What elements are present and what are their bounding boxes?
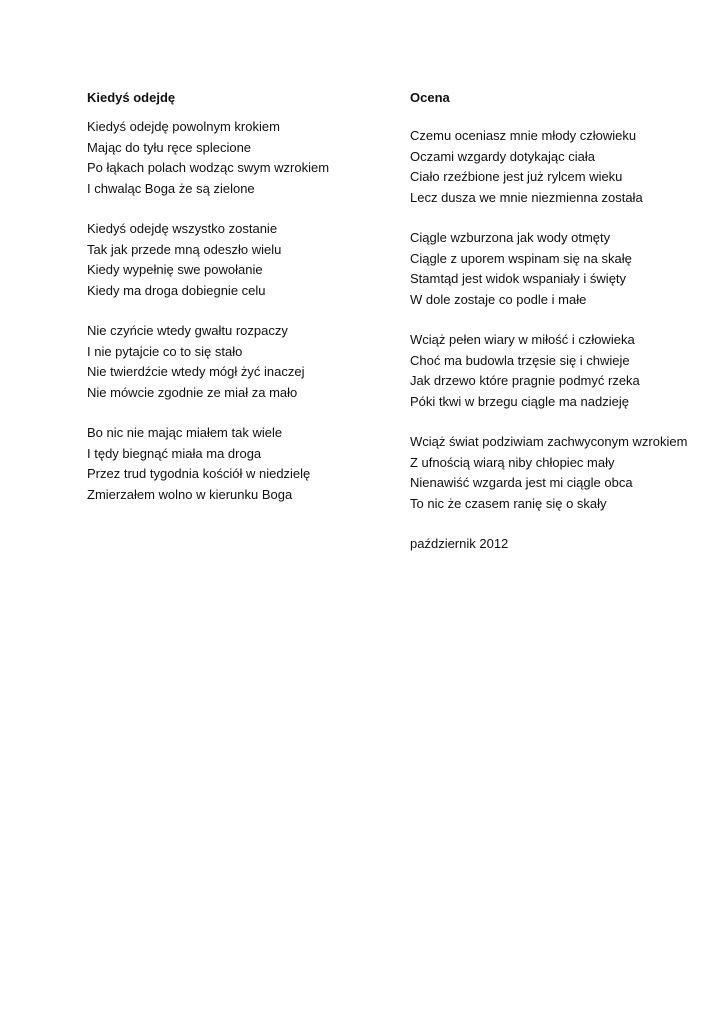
verse-line: To nic że czasem ranię się o skały <box>410 495 607 511</box>
verse-line: Zmierzałem wolno w kierunku Boga <box>87 486 293 502</box>
verse-line: Nienawiść wzgarda jest mi ciągle obca <box>410 475 633 490</box>
verse-line: Mając do tyłu ręce splecione <box>87 139 252 155</box>
verse-line: Kiedy ma droga dobiegnie celu <box>87 282 266 298</box>
stanza-1 <box>87 117 397 199</box>
stanza-2 <box>87 219 397 301</box>
verse-line: Lecz dusza we mnie niezmienna została <box>410 189 643 205</box>
verse-line: W dole zostaje co podle i małe <box>410 291 587 307</box>
verse-line: Jak drzewo które pragnie podmyć rzeka <box>410 373 640 388</box>
stanza-3 <box>410 330 720 412</box>
verse-line: I tędy biegnąć miała ma droga <box>87 445 262 461</box>
stanza-4 <box>410 432 720 514</box>
verse-line: Ciągle z uporem wspinam się na skałę <box>410 250 632 266</box>
verse-line: Kiedyś odejdę wszystko zostanie <box>87 221 278 236</box>
stanza-2 <box>410 228 720 310</box>
verse-line: Oczami wzgardy dotykając ciała <box>410 148 595 164</box>
verse-line: Przez trud tygodnia kościół w niedzielę <box>87 466 311 481</box>
verse-line: Kiedyś odejdę powolnym krokiem <box>87 119 280 134</box>
poem-kiedys-odejde <box>87 88 397 525</box>
verse-line: Ciało rzeźbione jest już rylcem wieku <box>410 169 623 184</box>
poem-date: październik 2012 <box>410 536 509 551</box>
verse-line: Wciąż świat podziwiam zachwyconym wzrokiem <box>410 434 688 449</box>
verse-line: Nie mówcie zgodnie ze miał za mało <box>87 384 298 400</box>
verse-line: Nie twierdźcie wtedy mógł żyć inaczej <box>87 364 305 379</box>
verse-line: Stamtąd jest widok wspaniały i święty <box>410 271 627 286</box>
verse-line: I nie pytajcie co to się stało <box>87 343 243 359</box>
verse-line: Czemu oceniasz mnie młody człowieku <box>410 128 637 143</box>
stanza-4 <box>87 423 397 505</box>
verse-line: Tak jak przede mną odeszło wielu <box>87 241 282 257</box>
verse-line: Bo nic nie mając miałem tak wiele <box>87 425 283 440</box>
verse-line: Póki tkwi w brzegu ciągle ma nadzieję <box>410 393 629 409</box>
verse-line: Wciąż pełen wiary w miłość i człowieka <box>410 332 635 347</box>
poem-title: Kiedyś odejdę <box>87 90 176 105</box>
verse-line: I chwaląc Boga że są zielone <box>87 180 255 196</box>
poem-ocena <box>410 88 720 554</box>
poem-title: Ocena <box>410 90 450 105</box>
verse-line: Ciągle wzburzona jak wody otmęty <box>410 230 611 245</box>
stanza-1 <box>410 126 720 208</box>
stanza-3 <box>87 321 397 403</box>
verse-line: Nie czyńcie wtedy gwałtu rozpaczy <box>87 323 288 338</box>
verse-line: Z ufnością wiarą niby chłopiec mały <box>410 454 615 470</box>
verse-line: Choć ma budowla trzęsie się i chwieje <box>410 352 630 368</box>
verse-line: Kiedy wypełnię swe powołanie <box>87 262 263 277</box>
verse-line: Po łąkach polach wodząc swym wzrokiem <box>87 160 330 175</box>
